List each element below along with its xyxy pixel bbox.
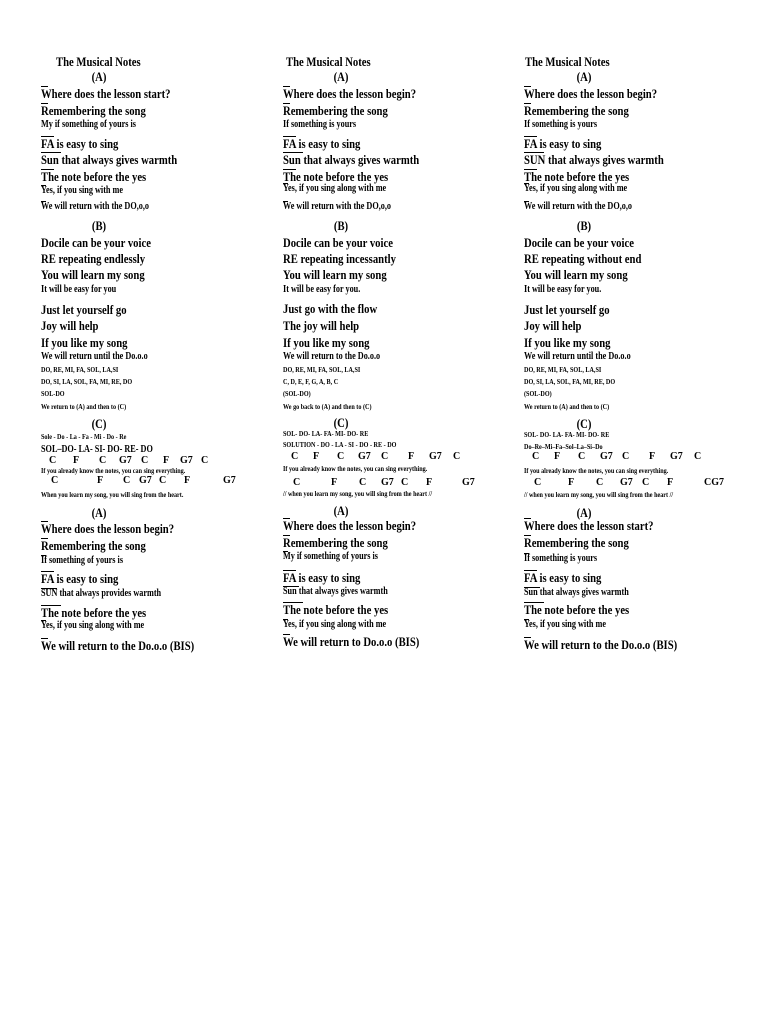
lyric-subline: If something of yours is: [41, 555, 124, 566]
chord-symbol: C: [49, 455, 57, 466]
underline-mark: [283, 586, 299, 587]
chord-symbol: C: [578, 451, 586, 462]
lyric-line: If you like my song: [41, 335, 128, 350]
chord-symbol: F: [331, 477, 338, 488]
lyric-subline: Sun that always gives warmth: [283, 586, 388, 597]
lyric-subline: SUN that always provides warmth: [41, 588, 162, 599]
underline-mark: [524, 103, 531, 104]
chord-symbol: F: [313, 451, 320, 462]
section-label-a: (A): [576, 69, 592, 84]
chord-symbol: G7: [381, 477, 394, 488]
lyric-line: Docile can be your voice: [524, 235, 634, 250]
lyric-line: FA is easy to sing: [283, 136, 361, 151]
closing-line: We will return to the Do.o.o (BIS): [41, 638, 195, 653]
lyric-subline: Yes, if you sing with me: [41, 185, 124, 196]
lyric-line: The joy will help: [283, 318, 360, 333]
note-sequence-line: SOL- DO- LA- FA- MI- DO- RE: [283, 429, 369, 438]
underline-mark: [283, 136, 296, 137]
underline-mark: [41, 86, 48, 87]
section-label-b: (B): [576, 218, 592, 233]
underline-mark: [524, 619, 529, 620]
lyric-subline: It will be easy for you.: [283, 284, 361, 295]
lyric-subline: If something is yours: [524, 553, 598, 564]
lyric-line: FA is easy to sing: [283, 570, 361, 585]
underline-mark: [41, 103, 48, 104]
chord-symbol: C: [291, 451, 299, 462]
chord-symbol: G7: [620, 477, 633, 488]
chord-symbol: F: [568, 477, 575, 488]
chord-symbol: C: [141, 455, 149, 466]
song-title: The Musical Notes: [286, 54, 371, 69]
chord-symbol: C: [99, 455, 107, 466]
lyric-line: Docile can be your voice: [283, 235, 393, 250]
lyric-subline: Sun that always gives warmth: [524, 587, 629, 598]
chord-symbol: C: [401, 477, 409, 488]
chord-symbol: F: [649, 451, 656, 462]
chord-symbol: C: [596, 477, 604, 488]
lyric-line: Just go with the flow: [283, 301, 378, 316]
underline-mark: [41, 620, 46, 621]
section-label-a: (A): [333, 69, 349, 84]
lyric-line: Where does the lesson begin?: [524, 86, 658, 101]
closing-line: We will return to Do.o.o (BIS): [283, 634, 420, 649]
section-label-c: (C): [333, 415, 349, 430]
lyric-line: The note before the yes: [283, 169, 389, 184]
chord-symbol: C: [453, 451, 461, 462]
lyric-line: The note before the yes: [41, 605, 147, 620]
lyric-subline: We will return until the Do.o.o: [41, 351, 148, 362]
underline-mark: [524, 637, 531, 638]
chord-symbol: F: [184, 475, 191, 486]
lyric-line: Where does the lesson start?: [524, 518, 654, 533]
note-scale-line: (SOL-DO): [283, 389, 311, 398]
section-label-c: (C): [91, 416, 107, 431]
underline-mark: [283, 602, 303, 603]
underline-mark: [41, 521, 48, 522]
note-sequence-line: Do–Re–Mi–Fa–Sol–La–Si–Do: [524, 442, 603, 451]
note-sequence-line: Sole - Do - La - Fa - Mi - Do - Re: [41, 432, 127, 441]
lyric-line: Remembering the song: [283, 535, 388, 550]
underline-mark: [283, 169, 296, 170]
chord-symbol: F: [97, 475, 104, 486]
lyric-line: RE repeating endlessly: [41, 251, 146, 266]
lyric-line: The note before the yes: [524, 169, 630, 184]
underline-mark: [283, 570, 296, 571]
lyric-line: Docile can be your voice: [41, 235, 151, 250]
underline-mark: [524, 518, 531, 519]
lyric-subline: Yes, if you sing with me: [524, 619, 607, 630]
song-title: The Musical Notes: [56, 54, 141, 69]
underline-mark: [283, 551, 288, 552]
chord-symbol: C: [622, 451, 630, 462]
lyric-line: RE repeating incessantly: [283, 251, 396, 266]
chord-note-line: // when you learn my song, you will sing from the heart //: [283, 489, 433, 498]
chord-symbol: G7: [670, 451, 683, 462]
lyric-line: Remembering the song: [41, 103, 146, 118]
underline-mark: [524, 169, 537, 170]
note-scale-line: DO, SI, LA, SOL, FA, MI, RE, DO: [41, 377, 133, 386]
chord-symbol: G7: [119, 455, 132, 466]
lyric-line: FA is easy to sing: [524, 136, 602, 151]
chord-symbol: C: [359, 477, 367, 488]
lyric-line: FA is easy to sing: [41, 136, 119, 151]
lyric-line: You will learn my song: [41, 267, 145, 282]
underline-mark: [524, 183, 529, 184]
lyric-line: FA is easy to sing: [41, 571, 119, 586]
chord-symbol: C: [159, 475, 167, 486]
note-scale-line: DO, SI, LA, SOL, FA, MI, RE, DO: [524, 377, 616, 386]
underline-mark: [524, 587, 540, 588]
lyric-subline: We will return with the DO,o,o: [41, 201, 150, 212]
section-label-a-repeat: (A): [576, 505, 592, 520]
lyric-line: RE repeating without end: [524, 251, 642, 266]
lyric-line: The note before the yes: [41, 169, 147, 184]
chord-symbol: C: [51, 475, 59, 486]
section-label-a: (A): [91, 69, 107, 84]
lyric-line: You will learn my song: [283, 267, 387, 282]
underline-mark: [41, 571, 54, 572]
chord-note-line: If you already know the notes, you can sing everything.: [41, 466, 186, 475]
lyric-line: Joy will help: [524, 318, 582, 333]
chord-symbol: G7: [600, 451, 613, 462]
underline-mark: [41, 588, 57, 589]
underline-mark: [524, 136, 537, 137]
underline-mark: [283, 518, 290, 519]
lyric-line: Remembering the song: [524, 535, 629, 550]
lyric-subline: My if something of yours is: [283, 551, 378, 562]
instruction-line: We go back to (A) and then to (C): [283, 402, 372, 411]
chord-symbol: G7: [223, 475, 236, 486]
section-label-b: (B): [91, 218, 107, 233]
chord-symbol: F: [163, 455, 170, 466]
instruction-line: We return to (A) and then to (C): [524, 402, 610, 411]
note-scale-line: DO, RE, MI, FA, SOL, LA,SI: [524, 365, 602, 374]
lyric-line: Remembering the song: [524, 103, 629, 118]
underline-mark: [41, 638, 48, 639]
chord-symbol: G7: [462, 477, 475, 488]
underline-mark: [283, 619, 288, 620]
chord-symbol: G7: [139, 475, 152, 486]
chord-symbol: F: [426, 477, 433, 488]
chord-symbol: F: [667, 477, 674, 488]
underline-mark: [41, 605, 61, 606]
lyric-line: The note before the yes: [283, 602, 389, 617]
underline-mark: [524, 152, 544, 153]
section-label-b: (B): [333, 218, 349, 233]
note-scale-line: SOL-DO: [41, 389, 65, 398]
lyrics-column-2: [242, 0, 492, 1024]
underline-mark: [524, 86, 531, 87]
instruction-line: We return to (A) and then to (C): [41, 402, 127, 411]
underline-mark: [524, 602, 544, 603]
lyric-subline: It will be easy for you.: [524, 284, 602, 295]
lyric-line: Just let yourself go: [524, 302, 610, 317]
section-label-a-repeat: (A): [333, 503, 349, 518]
underline-mark: [41, 136, 54, 137]
chord-symbol: C: [293, 477, 301, 488]
lyric-subline: It will be easy for you: [41, 284, 117, 295]
underline-mark: [283, 86, 290, 87]
lyric-line: Joy will help: [41, 318, 99, 333]
lyric-line: SUN that always gives warmth: [524, 152, 664, 167]
chord-symbol: C: [532, 451, 540, 462]
chord-note-line: When you learn my song, you will sing from the heart.: [41, 490, 184, 499]
lyrics-column-3: [483, 0, 733, 1024]
underline-mark: [283, 152, 303, 153]
note-sequence-line: SOL–DO- LA- SI- DO- RE- DO: [41, 444, 153, 455]
lyric-subline: We will return with the DO,o,o: [524, 201, 633, 212]
lyrics-column-1: [0, 0, 250, 1024]
chord-symbol: G7: [358, 451, 371, 462]
note-scale-line: (SOL-DO): [524, 389, 552, 398]
lyric-line: Sun that always gives warmth: [41, 152, 178, 167]
lyric-line: Where does the lesson start?: [41, 86, 171, 101]
chord-symbol: C: [123, 475, 131, 486]
chord-symbol: C: [534, 477, 542, 488]
underline-mark: [41, 185, 46, 186]
lyric-subline: Yes, if you sing along with me: [283, 183, 387, 194]
lyric-subline: My if something of yours is: [41, 119, 136, 130]
chord-symbol: F: [408, 451, 415, 462]
underline-mark: [41, 555, 46, 556]
underline-mark: [41, 538, 48, 539]
chord-note-line: If you already know the notes, you can sing everything.: [283, 464, 428, 473]
note-sequence-line: SOLUTION - DO - LA - SI - DO - RE - DO: [283, 440, 397, 449]
lyric-line: If you like my song: [524, 335, 611, 350]
underline-mark: [524, 570, 537, 571]
chord-symbol: G7: [429, 451, 442, 462]
lyric-line: You will learn my song: [524, 267, 628, 282]
chord-symbol: G7: [180, 455, 193, 466]
note-scale-line: C, D, E, F, G, A, B, C: [283, 377, 339, 386]
underline-mark: [524, 535, 531, 536]
chord-symbol: C: [381, 451, 389, 462]
underline-mark: [283, 634, 290, 635]
underline-mark: [524, 201, 529, 202]
chord-symbol: C: [201, 455, 209, 466]
lyric-line: Remembering the song: [283, 103, 388, 118]
chord-symbol: F: [554, 451, 561, 462]
lyric-subline: If something is yours: [283, 119, 357, 130]
lyric-subline: We will return until the Do.o.o: [524, 351, 631, 362]
lyric-line: FA is easy to sing: [524, 570, 602, 585]
note-sequence-line: SOL- DO- LA- FA- MI- DO- RE: [524, 430, 610, 439]
underline-mark: [524, 553, 529, 554]
underline-mark: [283, 103, 290, 104]
song-title: The Musical Notes: [525, 54, 610, 69]
underline-mark: [41, 152, 61, 153]
underline-mark: [283, 183, 288, 184]
lyric-subline: We will return to the Do.o.o: [283, 351, 381, 362]
lyric-subline: Yes, if you sing along with me: [283, 619, 387, 630]
lyric-line: The note before the yes: [524, 602, 630, 617]
chord-symbol: C: [642, 477, 650, 488]
lyric-line: Remembering the song: [41, 538, 146, 553]
chord-symbol: CG7: [704, 477, 724, 488]
lyric-subline: We will return with the DO,o,o: [283, 201, 392, 212]
closing-line: We will return to the Do.o.o (BIS): [524, 637, 678, 652]
lyric-line: If you like my song: [283, 335, 370, 350]
chord-symbol: C: [694, 451, 702, 462]
underline-mark: [283, 201, 288, 202]
chord-symbol: C: [337, 451, 345, 462]
lyric-line: Where does the lesson begin?: [283, 518, 417, 533]
lyric-line: Just let yourself go: [41, 302, 127, 317]
section-label-c: (C): [576, 416, 592, 431]
note-scale-line: DO, RE, MI, FA, SOL, LA,SI: [41, 365, 119, 374]
section-label-a-repeat: (A): [91, 505, 107, 520]
underline-mark: [41, 201, 46, 202]
chord-note-line: // when you learn my song, you will sing from the heart //: [524, 490, 674, 499]
note-scale-line: DO, RE, MI, FA, SOL, LA,SI: [283, 365, 361, 374]
underline-mark: [283, 535, 290, 536]
lyric-line: Where does the lesson begin?: [283, 86, 417, 101]
lyric-subline: Yes, if you sing along with me: [524, 183, 628, 194]
lyric-subline: Yes, if you sing along with me: [41, 620, 145, 631]
chord-symbol: F: [73, 455, 80, 466]
underline-mark: [41, 169, 54, 170]
lyric-subline: If something is yours: [524, 119, 598, 130]
lyric-line: Sun that always gives warmth: [283, 152, 420, 167]
lyric-line: Where does the lesson begin?: [41, 521, 175, 536]
chord-note-line: If you already know the notes, you can sing everything.: [524, 466, 669, 475]
